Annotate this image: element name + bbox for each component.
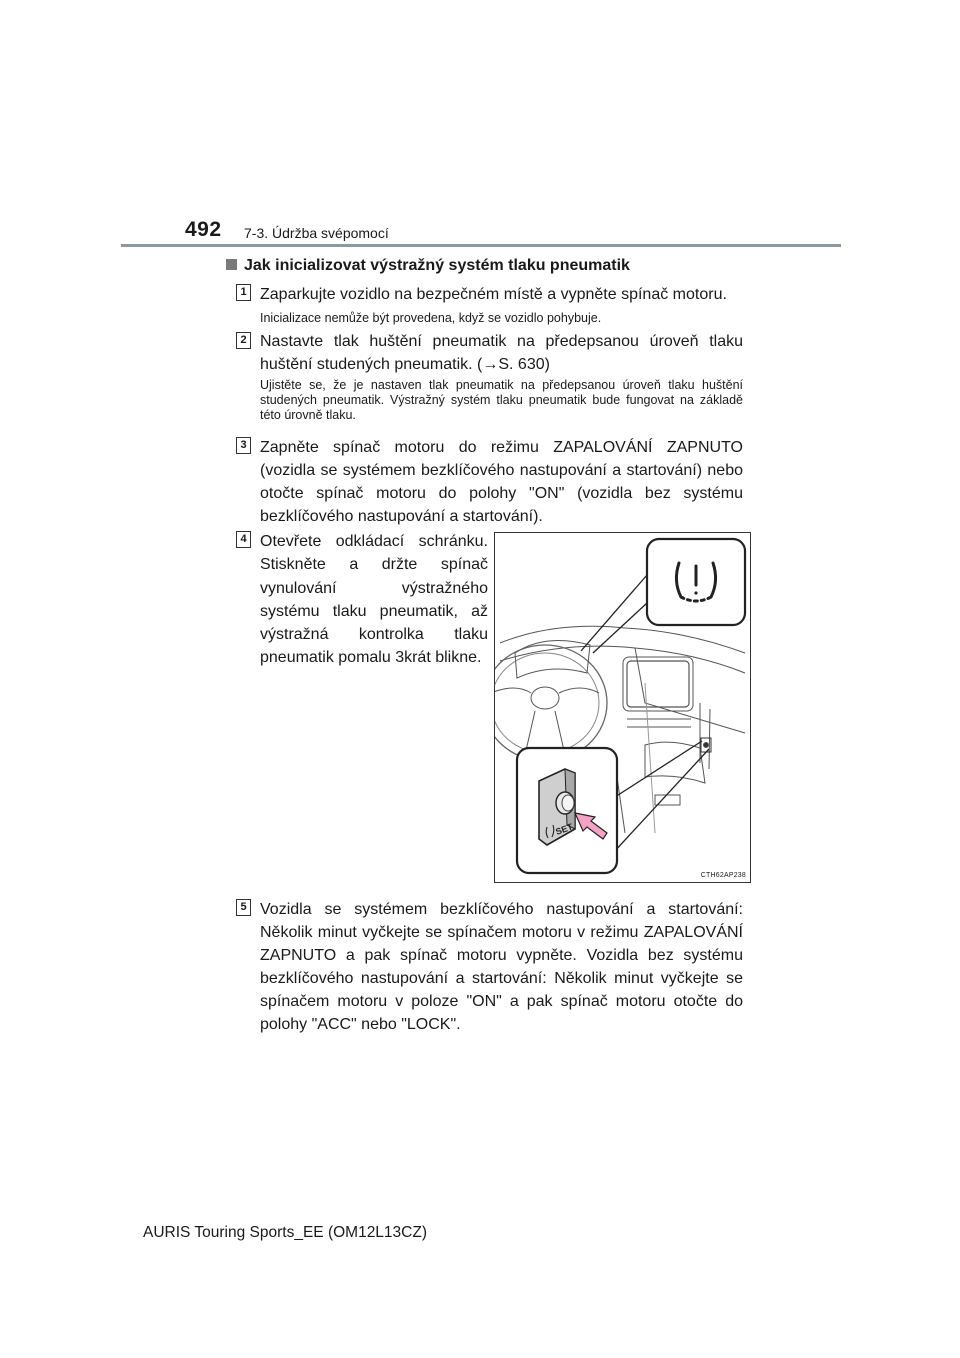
step-4-text: Otevřete odkládací schránku. Stiskněte a držte spínač vynulování výstražného systému tlaku pneumatik, až výstražná kontrolka tlaku pneumatik pomalu 3krát blikne. <box>260 533 488 667</box>
step-2-note: Ujistěte se, že je nastaven tlak pneumatik na předepsanou úroveň tlaku huštění studených pneumatik. Výstražný systém tlaku pneumatik bude fungovat na základě této úrovně tlaku. <box>260 378 743 422</box>
step-badge-5: 5 <box>236 899 251 916</box>
footer-model: AURIS Touring Sports_EE (OM12L13CZ) <box>143 1224 427 1241</box>
step-1-text: Zaparkujte vozidlo na bezpečném místě a vypněte spínač motoru. <box>260 286 727 303</box>
step-badge-1: 1 <box>236 284 251 301</box>
switch-set-label: SET <box>554 821 575 837</box>
step-1-note: Inicializace nemůže být provedena, když se vozidlo pohybuje. <box>260 311 602 325</box>
heading-square-icon <box>226 259 237 270</box>
step-badge-2: 2 <box>236 332 251 349</box>
figure-code: CTH62AP238 <box>700 872 746 879</box>
section-heading-text: Jak inicializovat výstražný systém tlaku pneumatik <box>244 257 630 274</box>
dashboard-illustration <box>494 532 751 883</box>
step-3-text: Zapněte spínač motoru do režimu ZAPALOVÁNÍ ZAPNUTO (vozidla se systémem bezklíčového nastupování a startování) nebo otočte spínač motoru do polohy "ON" (vozidla bez systému bezklíčového nastupování a startování). <box>260 439 743 525</box>
step-badge-3: 3 <box>236 437 251 454</box>
section-heading <box>226 257 630 275</box>
page-number: 492 <box>185 218 222 241</box>
header-divider <box>121 244 841 247</box>
step-5-text: Vozidla se systémem bezklíčového nastupování a startování: Několik minut vyčkejte se spínačem motoru v režimu ZAPALOVÁNÍ ZAPNUTO a pak spínač motoru vypněte. Vozidla bez systému bezklíčového nastupování a startování: Několik minut vyčkejte se spínačem motoru v poloze "ON" a pak spínač motoru otočte do polohy "ACC" nebo "LOCK". <box>260 901 743 1033</box>
dashboard-drawing <box>495 533 750 882</box>
step-2-text: Nastavte tlak huštění pneumatik na předepsanou úroveň tlaku huštění studených pneumatik. (→S. 630) <box>260 333 743 373</box>
section-title: 7-3. Údržba svépomocí <box>244 225 389 241</box>
step-badge-4: 4 <box>236 531 251 548</box>
